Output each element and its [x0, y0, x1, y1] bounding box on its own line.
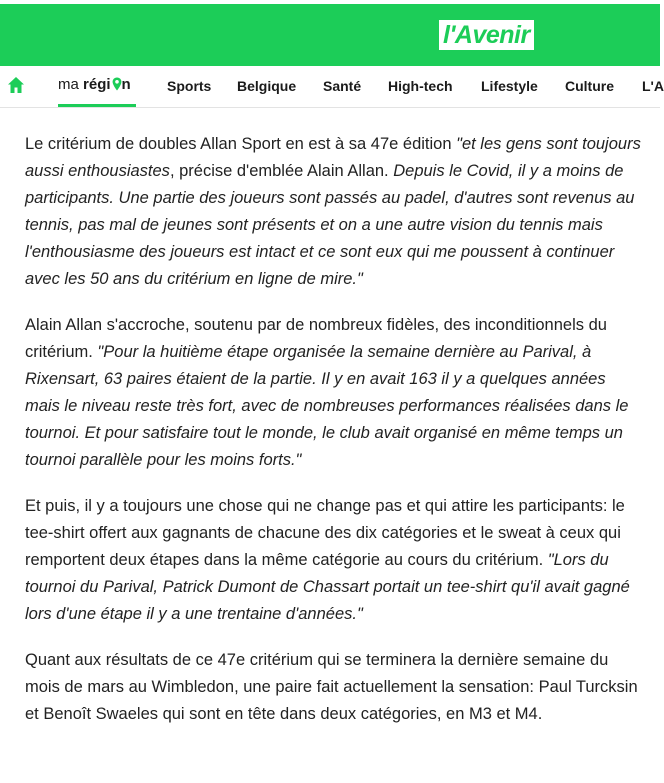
- nav-belgique[interactable]: Belgique: [237, 78, 297, 94]
- p1-text-2: , précise d'emblée Alain Allan.: [169, 162, 394, 180]
- p4-text-1: Quant aux résultats de ce 47e critérium qui se terminera la dernière semaine du mois de mars au Wimbledon, une paire fait actuellement la sensation: Paul Turcksin et Benoît Swaeles qui sont en tête dans deux catégories, en M3 et M4.: [25, 651, 638, 723]
- main-nav: [0, 66, 664, 108]
- ma-region-label: régi: [83, 76, 111, 93]
- nav-high-tech[interactable]: High-tech: [388, 78, 453, 94]
- paragraph-2: [25, 312, 643, 474]
- p3-quote-1: "Lors du tournoi du Parival, Patrick Dumont de Chassart portait un tee-shirt qu'il avait gagné lors d'une étape il y a une trentaine d'années.": [25, 551, 630, 623]
- site-header: [0, 0, 660, 66]
- p3-text-1: Et puis, il y a toujours une chose qui ne change pas et qui attire les participants: le tee-shirt offert aux gagnants de chacune des dix catégories et le sweat à ceux qui remportent deux étapes dans la même catégorie au cours du critérium.: [25, 497, 625, 569]
- nav-culture[interactable]: Culture: [565, 78, 614, 94]
- p1-quote-1: "et les gens sont toujours aussi enthousiastes: [25, 135, 641, 180]
- paragraph-3: [25, 493, 643, 628]
- article-body: [25, 131, 643, 747]
- active-nav-underline: [58, 104, 136, 107]
- nav-lifestyle[interactable]: Lifestyle: [481, 78, 538, 94]
- p1-quote-2: Depuis le Covid, il y a moins de participants. Une partie des joueurs sont passés au padel, d'autres sont revenus au tennis, pas mal de jeunes sont présents et on a une autre vision du tennis mais l'enthousiasme des joueurs est intact et ce sont eux qui me poussent à continuer avec les 50 ans du critérium en ligne de mire.": [25, 162, 635, 288]
- paragraph-4: [25, 647, 643, 728]
- home-icon[interactable]: [7, 76, 25, 94]
- location-pin-icon: [112, 77, 122, 91]
- site-logo[interactable]: l'Avenir: [439, 20, 534, 50]
- nav-sante[interactable]: Santé: [323, 78, 362, 94]
- ma-region-label-end: n: [121, 76, 131, 93]
- p2-quote-1: "Pour la huitième étape organisée la semaine dernière au Parival, à Rixensart, 63 paires étaient de la partie. Il y en avait 163 il y a quelques années mais le niveau reste très fort, avec de nombreuses performances réalisées dans le tournoi. Et pour satisfaire tout le monde, le club avait organisé en même temps un tournoi parallèle pour les moins forts.": [25, 343, 629, 469]
- ma-region-link[interactable]: [58, 75, 131, 95]
- paragraph-1: [25, 131, 643, 293]
- nav-lavenir[interactable]: L'A: [642, 78, 664, 94]
- p1-text-1: Le critérium de doubles Allan Sport en est à sa 47e édition: [25, 135, 457, 153]
- ma-region-prefix: ma: [58, 76, 79, 93]
- p2-text-1: Alain Allan s'accroche, soutenu par de nombreux fidèles, des inconditionnels du critérium.: [25, 316, 607, 361]
- nav-sports[interactable]: Sports: [167, 78, 212, 94]
